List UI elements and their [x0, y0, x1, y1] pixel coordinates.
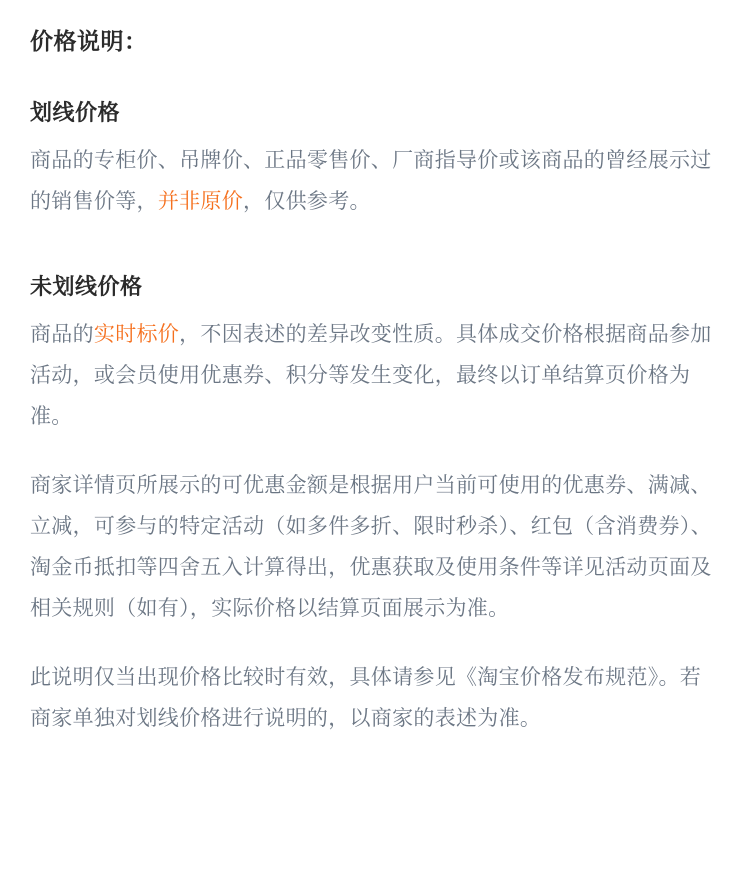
text-run: 此说明仅当出现价格比较时有效，具体请参见《淘宝价格发布规范》。若商家单独对划线价格进行说明的，以商家的表述为准。 — [30, 666, 702, 730]
section-heading-non-strikethrough-price: 未划线价格 — [30, 274, 143, 299]
section-heading-strikethrough-price: 划线价格 — [30, 100, 121, 125]
text-run: 商品的 — [30, 323, 94, 346]
paragraph-disclaimer — [30, 657, 720, 739]
section-strikethrough-price — [30, 96, 720, 222]
highlighted-text-run: 实时标价 — [93, 323, 180, 346]
paragraph-strikethrough-price — [30, 140, 720, 222]
paragraph-realtime-price — [30, 314, 720, 437]
section-divider-space — [30, 252, 720, 270]
text-run: ，不因表述的差异改变性质。具体成交价格根据商品参加活动，或会员使用优惠券、积分等发生变化，最终以订单结算页价格为准。 — [30, 323, 712, 428]
text-run: 商家详情页所展示的可优惠金额是根据用户当前可使用的优惠券、满减、立减，可参与的特定活动（如多件多折、限时秒杀）、红包（含消费券）、淘金币抵扣等四舍五入计算得出，优惠获取及使用条件等详见活动页面及相关规则（如有），实际价格以结算页面展示为准。 — [30, 474, 712, 620]
text-run: ，仅供参考。 — [243, 190, 371, 213]
section-non-strikethrough-price — [30, 270, 720, 739]
paragraph-discount-calculation — [30, 465, 720, 629]
text-run: 商品的专柜价、吊牌价、正品零售价、厂商指导价或该商品的曾经展示过的销售价等， — [30, 149, 712, 213]
highlighted-text-run: 并非原价 — [157, 190, 244, 213]
page-title: 价格说明： — [30, 28, 148, 54]
